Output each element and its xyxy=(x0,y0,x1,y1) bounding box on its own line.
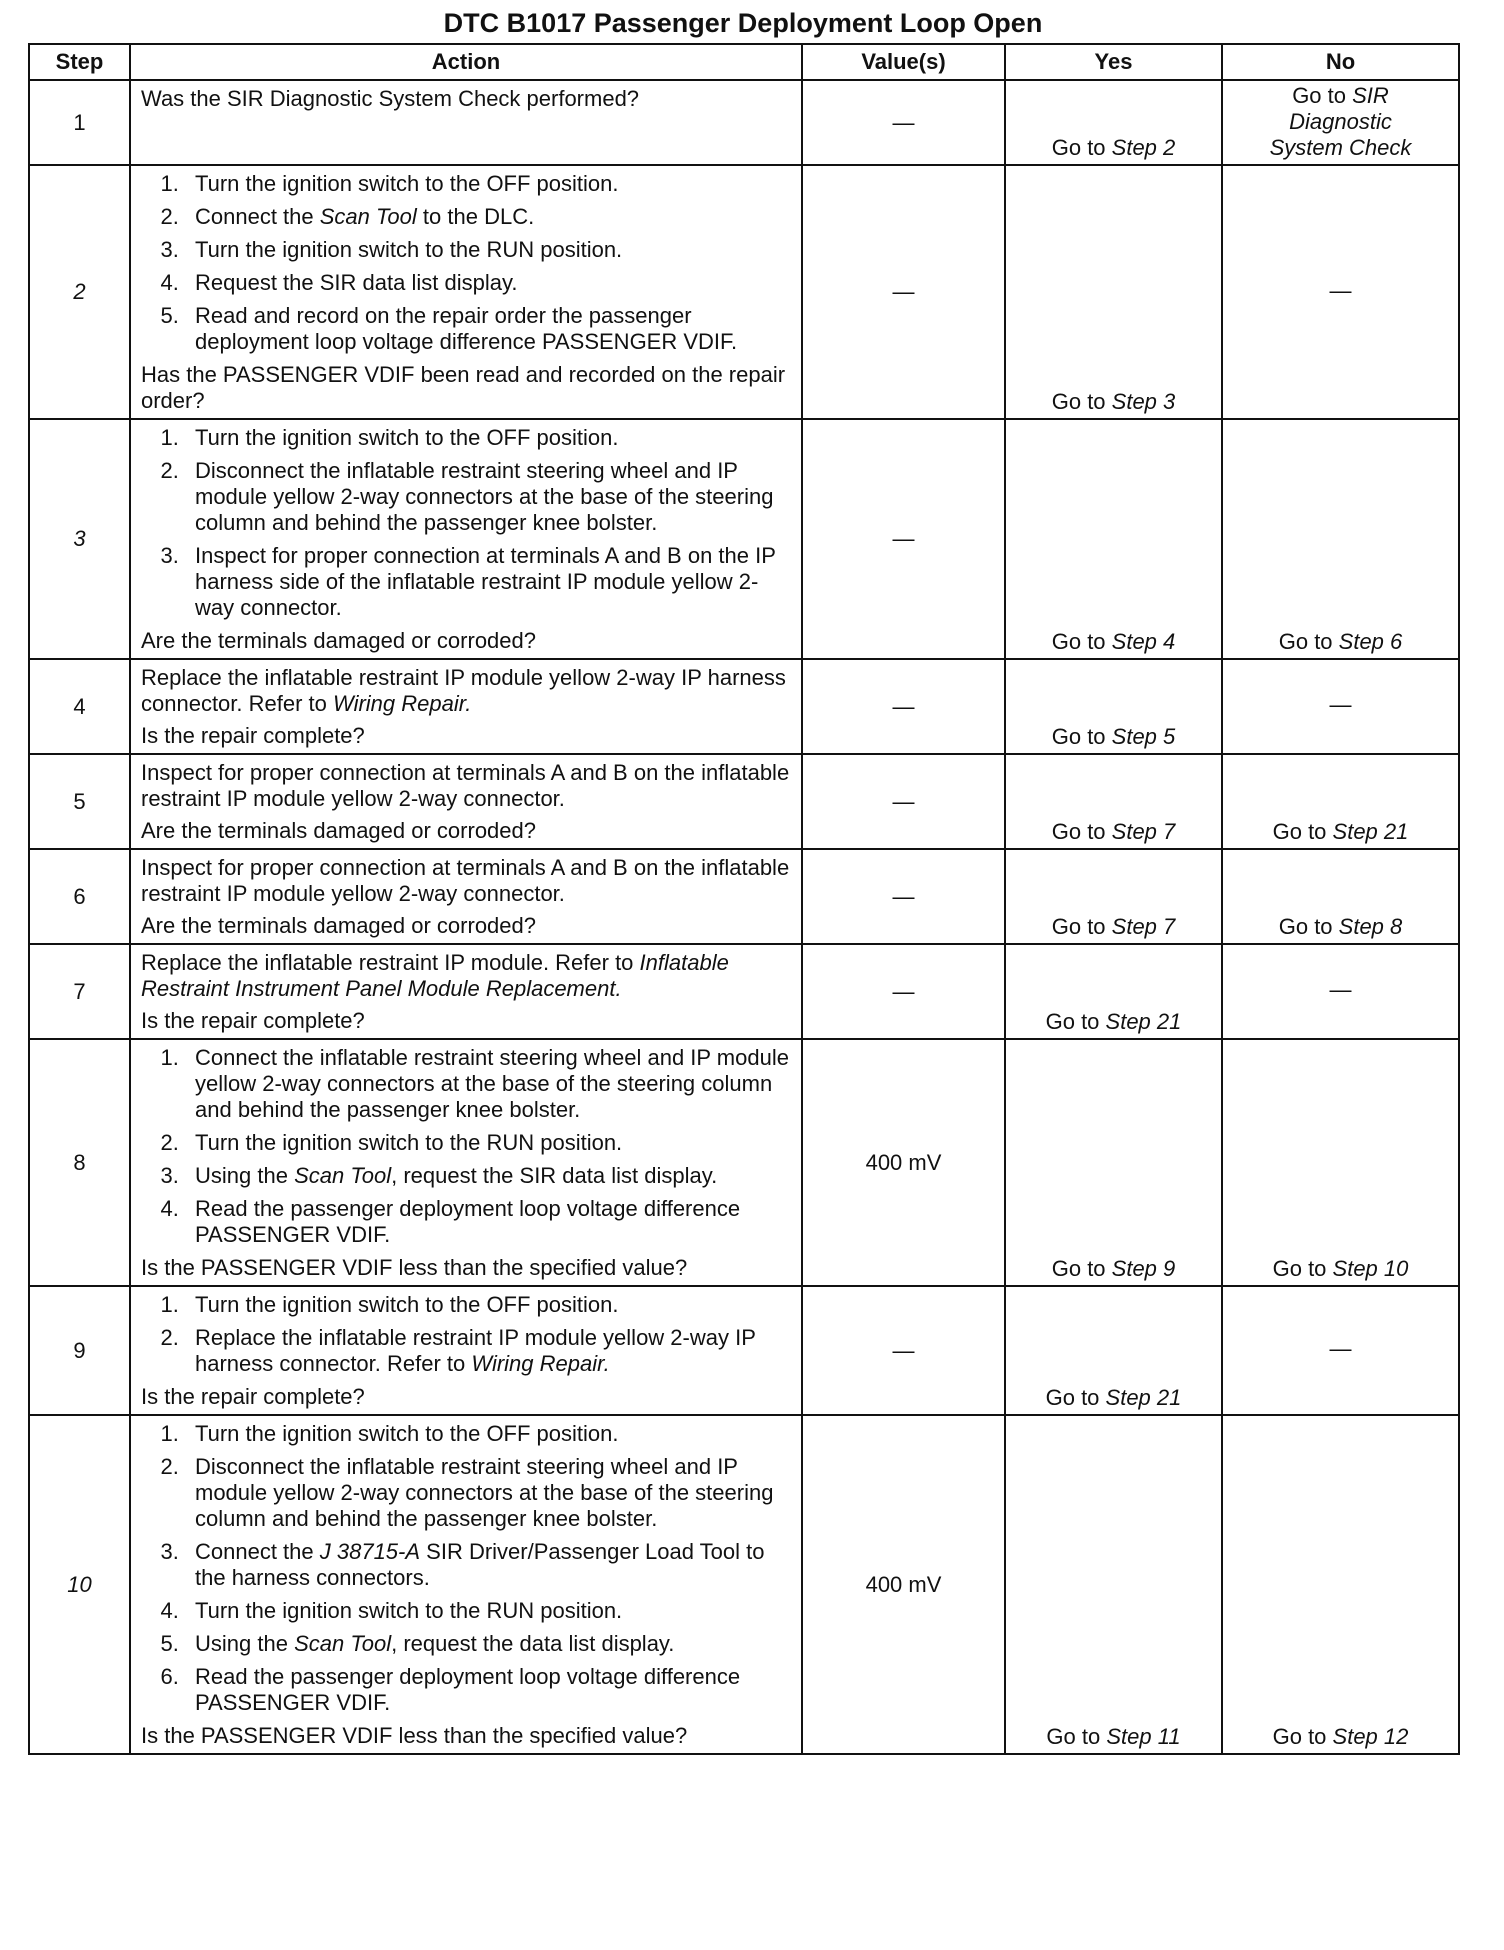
action-paragraph xyxy=(141,855,793,907)
value-cell: 400 mV xyxy=(802,1039,1005,1286)
step-number: 1 xyxy=(29,80,130,165)
yes-text: Go to xyxy=(1051,629,1112,654)
yes-text: Go to xyxy=(1051,135,1112,160)
action-cell xyxy=(130,944,802,1039)
table-row xyxy=(29,419,1459,659)
yes-italic-ref: Step 5 xyxy=(1111,724,1176,749)
table-row xyxy=(29,849,1459,944)
action-text: Replace the inflatable restraint IP module yellow 2-way IP harness connector. Refer to xyxy=(141,665,786,716)
step-number: 10 xyxy=(29,1415,130,1754)
action-text: Turn the ignition switch to the OFF position. xyxy=(195,1292,619,1317)
question-text: Is the repair complete? xyxy=(141,723,365,748)
step-number: 7 xyxy=(29,944,130,1039)
no-cell xyxy=(1222,80,1459,165)
table-header-row xyxy=(29,44,1459,80)
yes-cell xyxy=(1005,1039,1222,1286)
action-question xyxy=(141,1723,793,1749)
action-text: , request the data list display. xyxy=(391,1631,675,1656)
no-text: Go to xyxy=(1272,1256,1333,1281)
value-cell: 400 mV xyxy=(802,1415,1005,1754)
action-cell xyxy=(130,1039,802,1286)
table-row xyxy=(29,80,1459,165)
action-text: Read the passenger deployment loop voltage difference PASSENGER VDIF. xyxy=(195,1664,741,1715)
action-step-item xyxy=(185,1325,793,1377)
action-step-item xyxy=(185,204,793,230)
action-question xyxy=(141,818,793,844)
action-text: SIR Driver/Passenger Load Tool to the harness connectors. xyxy=(195,1539,765,1590)
action-text: Was the SIR Diagnostic System Check performed? xyxy=(141,86,640,111)
no-text: — xyxy=(1329,277,1352,303)
no-italic-ref: Step 8 xyxy=(1338,914,1403,939)
yes-text: Go to xyxy=(1051,724,1112,749)
no-italic-ref: System Check xyxy=(1269,135,1412,160)
yes-text: Go to xyxy=(1045,1385,1106,1410)
step-number: 5 xyxy=(29,754,130,849)
yes-cell xyxy=(1005,944,1222,1039)
action-question xyxy=(141,628,793,654)
header-step: Step xyxy=(29,44,130,80)
table-row xyxy=(29,944,1459,1039)
no-cell xyxy=(1222,1286,1459,1415)
no-cell xyxy=(1222,754,1459,849)
diagnostic-table xyxy=(28,43,1460,1755)
yes-italic-ref: Step 2 xyxy=(1111,135,1176,160)
action-steps-list xyxy=(141,1292,793,1377)
no-text: Go to xyxy=(1278,629,1339,654)
action-step-item xyxy=(185,1539,793,1591)
action-cell xyxy=(130,419,802,659)
value-cell: — xyxy=(802,165,1005,419)
action-italic-ref: Wiring Repair. xyxy=(333,691,472,716)
yes-text: Go to xyxy=(1045,1009,1106,1034)
table-body xyxy=(29,80,1459,1754)
yes-italic-ref: Step 21 xyxy=(1105,1009,1182,1034)
yes-italic-ref: Step 3 xyxy=(1111,389,1176,414)
action-text: Turn the ignition switch to the OFF position. xyxy=(195,1421,619,1446)
step-number: 4 xyxy=(29,659,130,754)
table-row xyxy=(29,754,1459,849)
action-question xyxy=(141,1008,793,1034)
no-italic-ref: Step 12 xyxy=(1332,1724,1409,1749)
no-text: Go to xyxy=(1272,1724,1333,1749)
action-text: Inspect for proper connection at terminals A and B on the inflatable restraint IP module yellow 2-way connector. xyxy=(141,855,790,906)
action-question xyxy=(141,1384,793,1410)
action-step-item xyxy=(185,1130,793,1156)
action-italic-ref: Wiring Repair. xyxy=(471,1351,610,1376)
action-cell xyxy=(130,659,802,754)
no-italic-ref: Step 21 xyxy=(1332,819,1409,844)
question-text: Has the PASSENGER VDIF been read and recorded on the repair order? xyxy=(141,362,786,413)
step-number: 8 xyxy=(29,1039,130,1286)
yes-text: Go to xyxy=(1051,819,1112,844)
action-step-item xyxy=(185,1045,793,1123)
action-question xyxy=(141,362,793,414)
action-paragraph xyxy=(141,86,793,112)
action-step-item xyxy=(185,1196,793,1248)
no-italic-ref: Step 10 xyxy=(1332,1256,1409,1281)
action-paragraph xyxy=(141,665,793,717)
yes-italic-ref: Step 9 xyxy=(1111,1256,1176,1281)
action-text: to the DLC. xyxy=(416,204,535,229)
question-text: Is the PASSENGER VDIF less than the specified value? xyxy=(141,1255,688,1280)
no-text: Go to xyxy=(1278,914,1339,939)
action-step-item xyxy=(185,1163,793,1189)
action-steps-list xyxy=(141,425,793,621)
value-cell: — xyxy=(802,754,1005,849)
yes-cell xyxy=(1005,419,1222,659)
no-italic-ref: SIR xyxy=(1352,83,1389,108)
action-italic-ref: Scan Tool xyxy=(319,204,417,229)
action-step-item xyxy=(185,425,793,451)
table-row xyxy=(29,165,1459,419)
action-step-item xyxy=(185,1631,793,1657)
action-text: Connect the inflatable restraint steering wheel and IP module yellow 2-way connectors at the base of the steering column and behind the passenger knee bolster. xyxy=(195,1045,789,1122)
value-cell: — xyxy=(802,659,1005,754)
no-text: — xyxy=(1329,1336,1352,1361)
no-cell xyxy=(1222,659,1459,754)
question-text: Are the terminals damaged or corroded? xyxy=(141,913,536,938)
header-yes: Yes xyxy=(1005,44,1222,80)
action-step-item xyxy=(185,543,793,621)
yes-cell xyxy=(1005,659,1222,754)
action-text: Using the xyxy=(195,1163,295,1188)
action-text: Read the passenger deployment loop voltage difference PASSENGER VDIF. xyxy=(195,1196,741,1247)
question-text: Is the PASSENGER VDIF less than the specified value? xyxy=(141,1723,688,1748)
action-step-item xyxy=(185,270,793,296)
no-cell xyxy=(1222,944,1459,1039)
action-text: Disconnect the inflatable restraint steering wheel and IP module yellow 2-way connectors at the base of the steering column and behind the passenger knee bolster. xyxy=(195,1454,774,1531)
yes-italic-ref: Step 7 xyxy=(1111,819,1176,844)
page-title: DTC B1017 Passenger Deployment Loop Open xyxy=(443,8,1043,38)
action-text: Request the SIR data list display. xyxy=(195,270,518,295)
question-text: Is the repair complete? xyxy=(141,1008,365,1033)
table-row xyxy=(29,659,1459,754)
action-step-item xyxy=(185,237,793,263)
yes-italic-ref: Step 11 xyxy=(1106,1724,1181,1749)
table-row xyxy=(29,1286,1459,1415)
yes-cell xyxy=(1005,80,1222,165)
action-text: Connect the xyxy=(195,1539,320,1564)
yes-cell xyxy=(1005,1415,1222,1754)
no-cell xyxy=(1222,165,1459,419)
yes-italic-ref: Step 21 xyxy=(1105,1385,1182,1410)
action-cell xyxy=(130,165,802,419)
value-cell: — xyxy=(802,944,1005,1039)
action-step-item xyxy=(185,458,793,536)
action-cell xyxy=(130,80,802,165)
yes-text: Go to xyxy=(1046,1724,1107,1749)
action-cell xyxy=(130,754,802,849)
no-text: Go to xyxy=(1292,83,1353,108)
value-cell: — xyxy=(802,419,1005,659)
no-cell xyxy=(1222,1415,1459,1754)
action-steps-list xyxy=(141,171,793,355)
action-text: Disconnect the inflatable restraint steering wheel and IP module yellow 2-way connectors at the base of the steering column and behind the passenger knee bolster. xyxy=(195,458,774,535)
action-question xyxy=(141,913,793,939)
no-text: — xyxy=(1329,692,1352,717)
action-italic-ref: Scan Tool xyxy=(294,1631,392,1656)
action-text: Turn the ignition switch to the RUN position. xyxy=(195,1130,623,1155)
action-steps-list xyxy=(141,1045,793,1248)
action-italic-ref: Scan Tool xyxy=(294,1163,392,1188)
yes-cell xyxy=(1005,1286,1222,1415)
action-question xyxy=(141,1255,793,1281)
table-row xyxy=(29,1415,1459,1754)
action-text: Replace the inflatable restraint IP module yellow 2-way IP harness connector. Refer to xyxy=(195,1325,756,1376)
action-text: Turn the ignition switch to the RUN position. xyxy=(195,237,623,262)
action-steps-list xyxy=(141,1421,793,1716)
yes-cell xyxy=(1005,165,1222,419)
yes-text: Go to xyxy=(1051,389,1112,414)
header-action: Action xyxy=(130,44,802,80)
yes-cell xyxy=(1005,754,1222,849)
no-cell xyxy=(1222,1039,1459,1286)
header-values: Value(s) xyxy=(802,44,1005,80)
action-text: Using the xyxy=(195,1631,295,1656)
action-step-item xyxy=(185,1454,793,1532)
no-text: Go to xyxy=(1272,819,1333,844)
question-text: Are the terminals damaged or corroded? xyxy=(141,818,536,843)
yes-cell xyxy=(1005,849,1222,944)
question-text: Are the terminals damaged or corroded? xyxy=(141,628,536,653)
table-row xyxy=(29,1039,1459,1286)
action-paragraph xyxy=(141,760,793,812)
action-text: Connect the xyxy=(195,204,320,229)
step-number: 3 xyxy=(29,419,130,659)
action-step-item xyxy=(185,1421,793,1447)
action-cell xyxy=(130,1415,802,1754)
value-cell: — xyxy=(802,80,1005,165)
yes-text: Go to xyxy=(1051,1256,1112,1281)
action-italic-ref: Inflatable Restraint Instrument Panel Module Replacement. xyxy=(141,950,729,1001)
action-step-item xyxy=(185,1292,793,1318)
action-step-item xyxy=(185,171,793,197)
action-text: Read and record on the repair order the passenger deployment loop voltage difference PASSENGER VDIF. xyxy=(195,303,738,354)
yes-italic-ref: Step 4 xyxy=(1111,629,1176,654)
action-cell xyxy=(130,849,802,944)
action-text: , request the SIR data list display. xyxy=(391,1163,718,1188)
action-question xyxy=(141,723,793,749)
step-number: 2 xyxy=(29,165,130,419)
step-number: 6 xyxy=(29,849,130,944)
step-number: 9 xyxy=(29,1286,130,1415)
action-cell xyxy=(130,1286,802,1415)
value-cell: — xyxy=(802,1286,1005,1415)
no-italic-ref: Diagnostic xyxy=(1289,109,1392,134)
action-paragraph xyxy=(141,950,793,1002)
no-italic-ref: Step 6 xyxy=(1338,629,1403,654)
action-step-item xyxy=(185,1664,793,1716)
action-text: Inspect for proper connection at terminals A and B on the IP harness side of the inflatable restraint IP module yellow 2-way connector. xyxy=(195,543,776,620)
no-text: — xyxy=(1329,977,1352,1002)
action-text: Inspect for proper connection at terminals A and B on the inflatable restraint IP module yellow 2-way connector. xyxy=(141,760,790,811)
question-text: Is the repair complete? xyxy=(141,1384,365,1409)
yes-italic-ref: Step 7 xyxy=(1111,914,1176,939)
yes-text: Go to xyxy=(1051,914,1112,939)
action-italic-ref: J 38715-A xyxy=(319,1539,421,1564)
no-cell xyxy=(1222,419,1459,659)
value-cell: — xyxy=(802,849,1005,944)
action-text: Turn the ignition switch to the RUN position. xyxy=(195,1598,623,1623)
action-text: Turn the ignition switch to the OFF position. xyxy=(195,425,619,450)
action-step-item xyxy=(185,303,793,355)
action-step-item xyxy=(185,1598,793,1624)
header-no: No xyxy=(1222,44,1459,80)
action-text: Replace the inflatable restraint IP module. Refer to xyxy=(141,950,640,975)
action-text: Turn the ignition switch to the OFF position. xyxy=(195,171,619,196)
no-cell xyxy=(1222,849,1459,944)
